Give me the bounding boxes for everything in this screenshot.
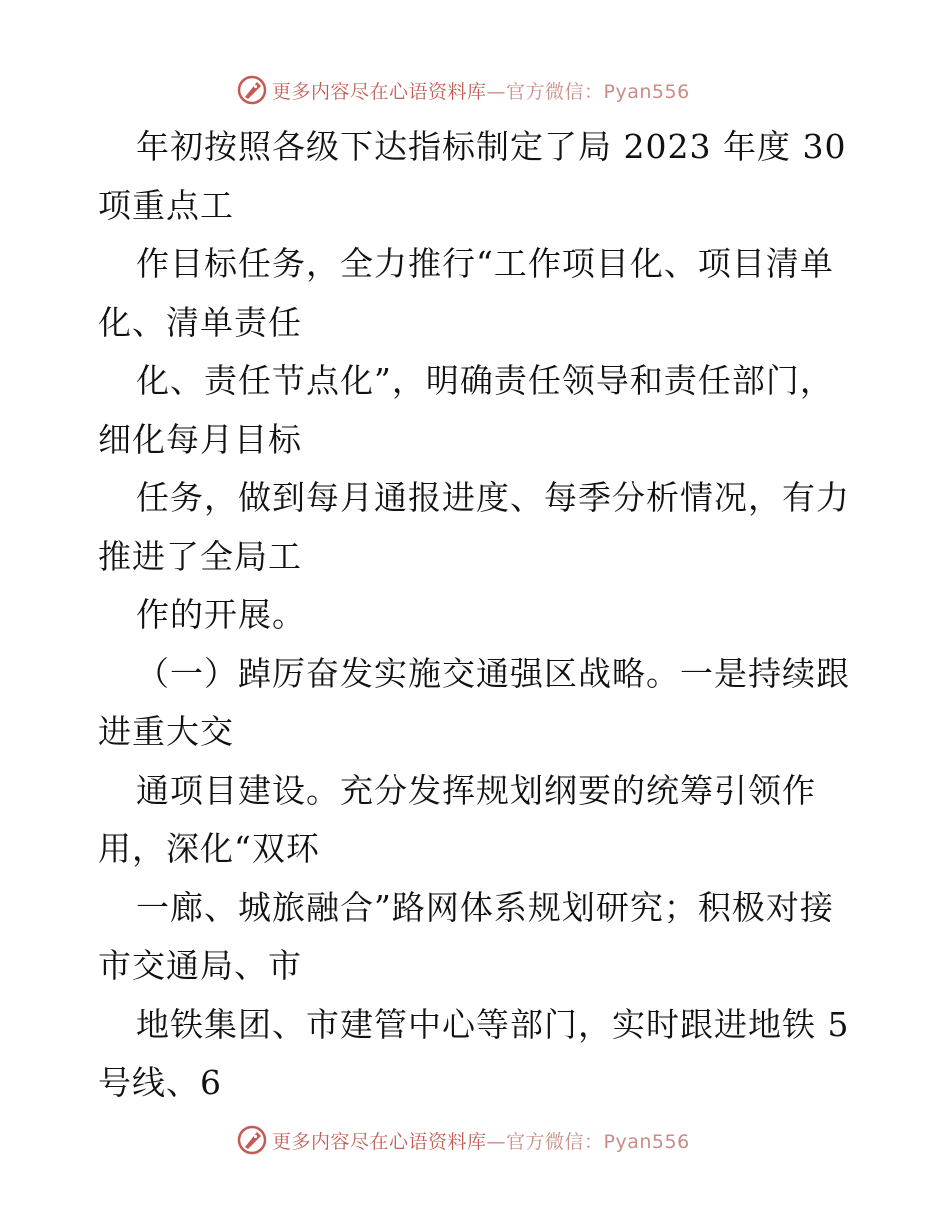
text-line: 用，深化“双环 [98,829,320,868]
text-line: 号线、6 [98,1063,222,1102]
banner-separator: — [486,80,507,103]
banner-caption [272,1127,690,1154]
pen-nib-circle-icon [236,1124,268,1156]
text-line: 化、责任节点化”，明确责任领导和责任部门， [136,361,834,400]
banner-contact: 官方微信：Pyan556 [506,1130,690,1153]
banner-separator: — [486,1130,507,1153]
banner-contact: 官方微信：Pyan556 [506,80,690,103]
text-line: 作的开展。 [136,595,306,634]
banner-brand: 更多内容尽在心语资料库 [272,1130,487,1153]
footer-banner [236,1123,690,1157]
text-line: 地铁集团、市建管中心等部门，实时跟进地铁 5 [136,1004,850,1044]
text-line: 年初按照各级下达指标制定了局 2023 年度 30 [136,127,847,166]
pen-nib-circle-icon [236,74,268,106]
text-line: 任务，做到每月通报进度、每季分析情况，有力 [136,478,850,517]
text-line: 通项目建设。充分发挥规划纲要的统筹引领作 [136,770,816,810]
document-body [98,118,858,1113]
text-line: 进重大交 [98,712,234,751]
header-banner [236,73,690,107]
text-line: 项重点工 [98,185,234,225]
text-line: 细化每月目标 [98,419,302,459]
text-line: 化、清单责任 [98,302,302,342]
banner-caption [272,77,690,104]
banner-brand: 更多内容尽在心语资料库 [272,80,487,103]
text-line: 一廊、城旅融合”路网体系规划研究；积极对接 [136,887,834,927]
text-line: （一）踔厉奋发实施交通强区战略。一是持续跟 [136,653,850,693]
text-line: 作目标任务，全力推行“工作项目化、项目清单 [136,244,834,283]
text-line: 推进了全局工 [98,536,302,576]
text-line: 市交通局、市 [98,946,302,985]
